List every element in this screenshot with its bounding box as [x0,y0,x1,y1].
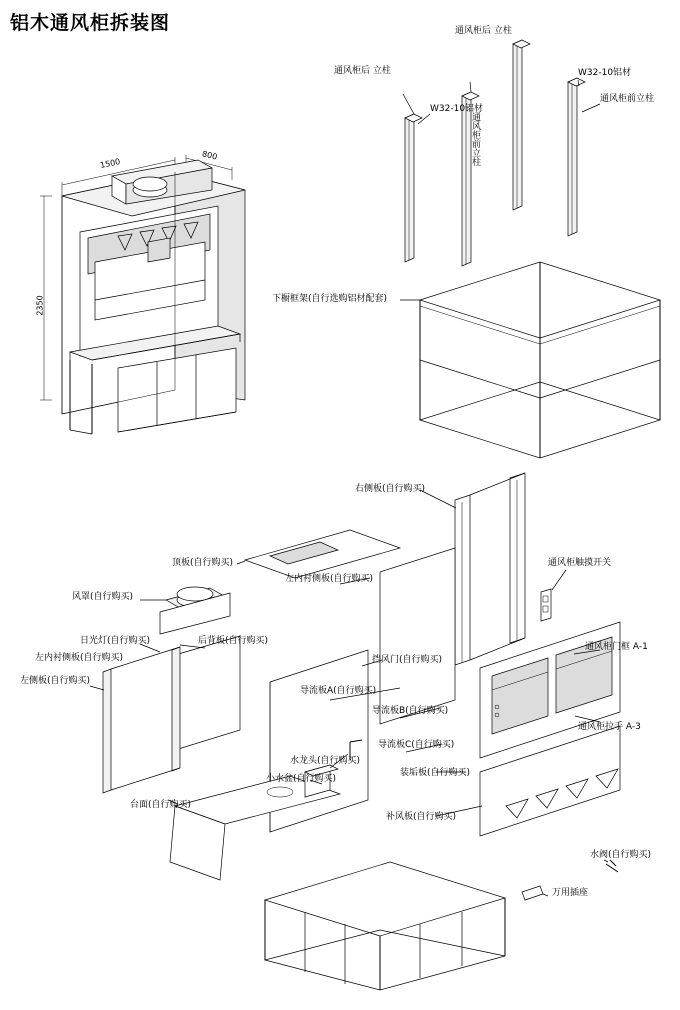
label-touch-switch: 通风柜触摸开关 [548,558,612,568]
exploded-view-group [90,473,620,990]
label-rear-liner-panel: 后背板(自行购买) [198,636,269,646]
label-water-valve: 水阀(自行购买) [590,850,652,860]
label-deflector-a: 导流板A(自行购买) [300,686,377,696]
lower-cabinet-frame-iso [400,262,660,458]
label-door-handle: 通风柜拉手 A-3 [578,722,641,732]
assembled-hood-isometric [40,155,245,434]
dimension-height: 2350 [35,295,45,316]
label-w32-10-alu-left: W32-10铝材 [430,104,484,114]
label-left-inner-liner: 左内衬侧板(自行购买) [35,653,124,663]
label-small-sink: 小水盆(自行购买) [266,774,337,784]
aluminium-posts-group [403,40,600,266]
label-hood: 风罩(自行购买) [72,592,134,602]
page-title: 铝木通风柜拆装图 [10,12,171,34]
label-wind-baffle-door: 挡风门(自行购买) [372,655,443,665]
label-faucet: 水龙头(自行购买) [290,756,361,766]
label-universal-socket: 万用插座 [552,888,589,898]
label-deflector-c: 导流板C(自行购买) [378,740,455,750]
label-right-side-panel: 右侧板(自行购买) [355,484,426,494]
label-w32-10-alu-right: W32-10铝材 [578,68,632,78]
label-lower-cabinet-frame: 下橱框架(自行选购铝材配套) [272,294,388,304]
label-fluorescent-lamp: 日光灯(自行购买) [80,636,151,646]
label-decorative-panel: 装垢板(自行购买) [400,768,471,778]
label-door-frame: 通风柜门框 A-1 [585,642,648,652]
label-front-post-vertical: 通风柜前立柱 [470,112,480,166]
label-supply-air-panel: 补风板(自行购买) [386,812,457,822]
dimension-depth: 800 [201,149,219,162]
label-rear-post-left: 通风柜后 立柱 [334,66,391,76]
label-left-inner-liner-upper: 左内衬侧板(自行购买) [285,574,374,584]
label-left-side-panel: 左侧板(自行购买) [20,676,91,686]
label-top-panel: 顶板(自行购买) [172,558,234,568]
label-counter-top: 台面(自行购买) [130,800,192,810]
label-deflector-b: 导流板B(自行购买) [372,706,449,716]
label-front-post-right: 通风柜前立柱 [600,94,655,104]
dimension-width: 1500 [99,156,122,171]
label-rear-post-right: 通风柜后 立柱 [455,26,512,36]
